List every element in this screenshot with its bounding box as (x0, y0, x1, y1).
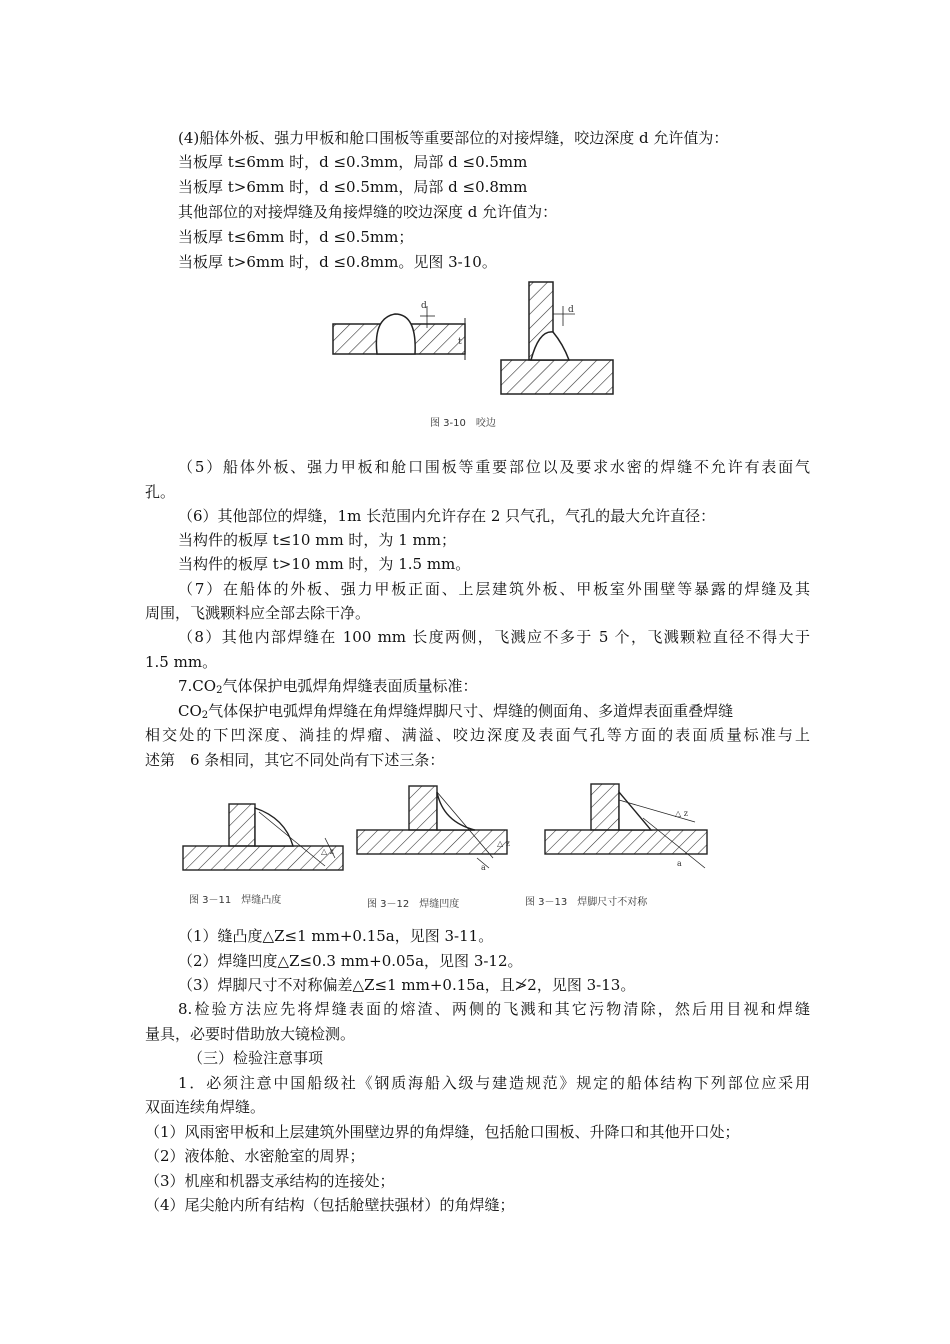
text-line: 当板厚 t≤6mm 时，d ≤0.5mm； (178, 228, 414, 246)
text-line: 双面连续角焊缝。 (145, 1098, 266, 1116)
figure-3-10-undercut (325, 278, 625, 438)
figure-3-13 (525, 784, 707, 908)
text-line: 1.5 mm。 (145, 653, 218, 671)
text-line: (4)船体外板、强力甲板和舱口围板等重要部位的对接焊缝，咬边深度 d 允许值为： (178, 129, 729, 147)
text-line: 8.检验方法应先将焊缝表面的熔渣、两侧的飞溅和其它污物清除，然后用目视和焊缝 (178, 1000, 810, 1018)
figure-caption-3-12: 图 3－12 焊缝凹度 (367, 899, 460, 910)
label-a: a (481, 863, 486, 872)
text-line: 述第 6 条相同，其它不同处尚有下述三条： (145, 751, 445, 769)
figure-caption-3-11: 图 3－11 焊缝凸度 (189, 895, 282, 906)
text-line: （8）其他内部焊缝在 100 mm 长度两侧，飞溅应不多于 5 个，飞溅颗粒直径不得大于 (178, 628, 810, 646)
text-line: 当板厚 t≤6mm 时，d ≤0.3mm，局部 d ≤0.5mm (178, 153, 528, 171)
text-line: 孔。 (145, 483, 176, 501)
label-a-2: a (677, 859, 682, 868)
figure-caption-3-13: 图 3－13 焊脚尺寸不对称 (525, 897, 648, 908)
label-d: d (421, 301, 427, 311)
text-line: $CO_2$气体保护电弧焊角焊缝在角焊缝焊脚尺寸、焊缝的侧面角、多道焊表面重叠焊缝 (178, 702, 734, 721)
text-line: （5）船体外板、强力甲板和舱口围板等重要部位以及要求水密的焊缝不允许有表面气 (178, 458, 810, 476)
label-z-2: △ z (497, 839, 510, 848)
text-line: 其他部位的对接焊缝及角接焊缝的咬边深度 d 允许值为： (178, 203, 558, 221)
list-item: （2）焊缝凹度△Z≤0.3 mm+0.05a，见图 3-12。 (178, 952, 523, 970)
list-item: （1）风雨密甲板和上层建筑外围壁边界的角焊缝，包括舱口围板、升降口和其他开口处； (145, 1123, 740, 1141)
label-t: t (458, 337, 462, 347)
text-line: 当板厚 t>6mm 时，d ≤0.8mm。见图 3-10。 (178, 253, 497, 271)
section-heading: $7.CO_2$气体保护电弧焊角焊缝表面质量标准： (178, 677, 478, 696)
text-line: 相交处的下凹深度、淌挂的焊瘤、满溢、咬边深度及表面气孔等方面的表面质量标准与上 (145, 726, 810, 744)
text-line: 周围，飞溅颗料应全部去除干净。 (145, 604, 371, 622)
figure-caption: 图 3-10 咬边 (430, 418, 496, 429)
text-line: （7）在船体的外板、强力甲板正面、上层建筑外板、甲板室外围壁等暴露的焊缝及其 (178, 580, 810, 598)
text-line: 1．必须注意中国船级社《钢质海船入级与建造规范》规定的船体结构下列部位应采用 (178, 1074, 810, 1092)
list-item: （3）焊脚尺寸不对称偏差△Z≤1 mm+0.15a，且≯2，见图 3-13。 (178, 976, 636, 994)
section-title: （三）检验注意事项 (188, 1049, 324, 1067)
text-line: 当构件的板厚 t≤10 mm 时，为 1 mm； (178, 531, 456, 549)
text-line: 量具，必要时借助放大镜检测。 (145, 1025, 356, 1043)
list-item: （2）液体舱、水密舱室的周界； (145, 1147, 365, 1165)
text-line: 当板厚 t>6mm 时，d ≤0.5mm，局部 d ≤0.8mm (178, 178, 528, 196)
label-z-3: △ z (675, 809, 688, 818)
label-d-2: d (568, 305, 574, 315)
list-item: （4）尾尖舱内所有结构（包括舱壁扶强材）的角焊缝； (145, 1196, 515, 1214)
text-line: 当构件的板厚 t>10 mm 时，为 1.5 mm。 (178, 555, 471, 573)
list-item: （3）机座和机器支承结构的连接处； (145, 1172, 395, 1190)
text-line: （6）其他部位的焊缝，1m 长范围内允许存在 2 只气孔，气孔的最大允许直径： (178, 507, 716, 525)
figures-3-11-to-3-13 (175, 778, 715, 913)
figure-3-11 (183, 804, 343, 906)
label-z: △ z (321, 847, 334, 856)
figure-3-12 (357, 786, 510, 910)
list-item: （1）缝凸度△Z≤1 mm+0.15a，见图 3-11。 (178, 927, 494, 945)
